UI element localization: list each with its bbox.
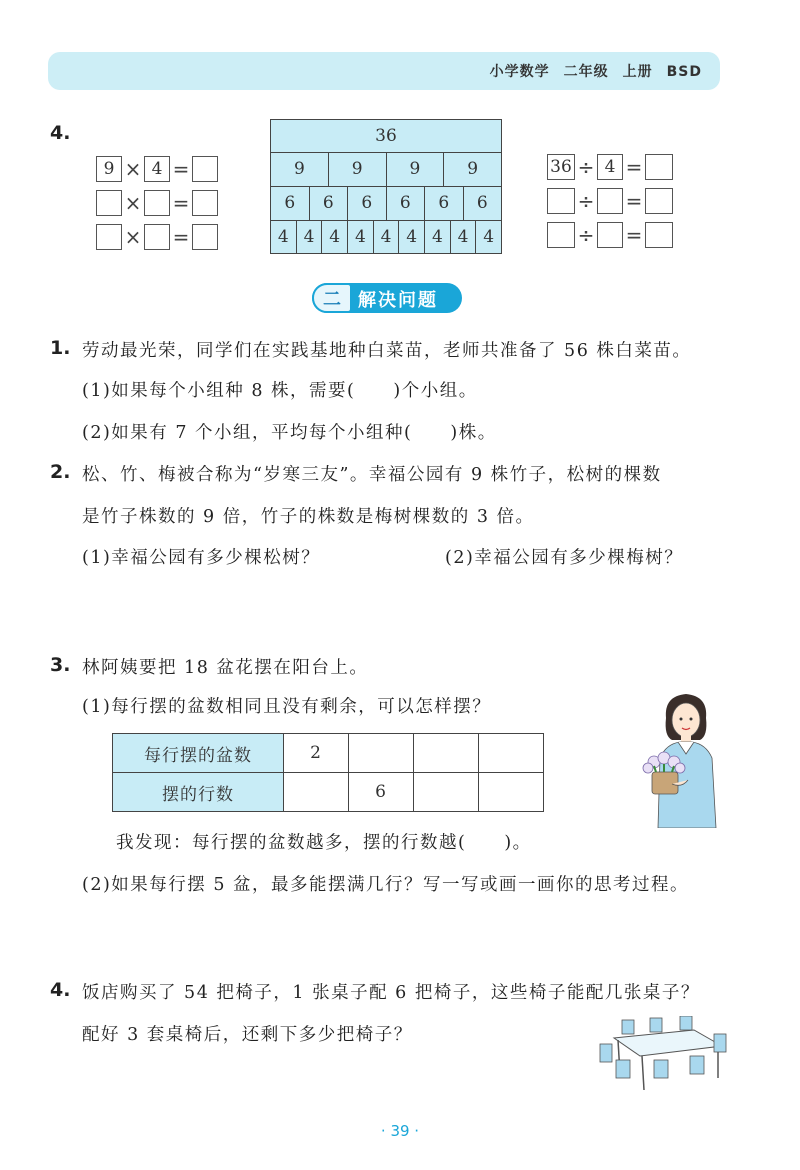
equals-sign: = bbox=[172, 157, 190, 181]
question-4-number: 4. bbox=[50, 979, 71, 1001]
equation-row bbox=[547, 153, 673, 181]
question-4-line-2: 配好 3 套桌椅后，还剩下多少把椅子？ bbox=[82, 1025, 413, 1045]
answer-box[interactable] bbox=[192, 156, 218, 182]
equals-sign: = bbox=[625, 223, 643, 247]
table-row bbox=[113, 773, 544, 812]
equation-row bbox=[547, 221, 673, 249]
question-1-number: 1. bbox=[50, 337, 71, 359]
table-cell[interactable] bbox=[414, 734, 479, 773]
exercise-4-number: 4. bbox=[50, 122, 71, 144]
question-1-text: 劳动最光荣，同学们在实践基地种白菜苗，老师共准备了 56 株白菜苗。 bbox=[82, 341, 692, 361]
bar-total-row bbox=[270, 119, 502, 152]
question-4-line-1: 饭店购买了 54 把椅子，1 张桌子配 6 把椅子，这些椅子能配几张桌子？ bbox=[82, 983, 700, 1003]
answer-box[interactable] bbox=[192, 190, 218, 216]
answer-box[interactable] bbox=[597, 188, 623, 214]
table-header-cell: 每行摆的盆数 bbox=[113, 734, 284, 773]
header-info bbox=[476, 61, 702, 81]
flower-arrangement-table bbox=[112, 733, 544, 812]
bar-cell: 4 bbox=[374, 220, 400, 254]
equals-sign: = bbox=[172, 191, 190, 215]
answer-box[interactable] bbox=[547, 222, 575, 248]
page-number: · 39 · bbox=[380, 1122, 420, 1140]
answer-box[interactable] bbox=[192, 224, 218, 250]
divide-sign: ÷ bbox=[577, 223, 595, 247]
question-2-line-1: 松、竹、梅被合称为“岁寒三友”。幸福公园有 9 株竹子，松树的棵数 bbox=[82, 465, 662, 485]
bar-cell: 6 bbox=[464, 186, 503, 220]
equals-sign: = bbox=[625, 189, 643, 213]
bar-cell: 9 bbox=[329, 152, 387, 186]
answer-box[interactable] bbox=[547, 188, 575, 214]
division-equations bbox=[547, 153, 673, 249]
question-1-part-1: (1)如果每个小组种 8 株，需要( )个小组。 bbox=[82, 381, 478, 401]
answer-box[interactable] bbox=[144, 190, 170, 216]
question-3-part-2: (2)如果每行摆 5 盆，最多能摆满几行？写一写或画一画你的思考过程。 bbox=[82, 875, 690, 895]
times-sign: × bbox=[124, 191, 142, 215]
equals-sign: = bbox=[625, 155, 643, 179]
header-subject: 小学数学 bbox=[489, 64, 550, 80]
bar-cell: 4 bbox=[322, 220, 348, 254]
answer-box[interactable]: 4 bbox=[597, 154, 623, 180]
section-badge-number: 二 bbox=[323, 289, 341, 310]
equation-row bbox=[547, 187, 673, 215]
divide-sign: ÷ bbox=[577, 189, 595, 213]
bar-cell: 4 bbox=[451, 220, 477, 254]
bar-cell: 6 bbox=[348, 186, 387, 220]
bar-cell: 9 bbox=[387, 152, 445, 186]
question-3-text: 林阿姨要把 18 盆花摆在阳台上。 bbox=[82, 658, 369, 678]
bar-cell: 6 bbox=[387, 186, 426, 220]
equation-row bbox=[96, 189, 218, 217]
bar-cell: 9 bbox=[444, 152, 502, 186]
question-2-line-2: 是竹子株数的 9 倍，竹子的株数是梅树棵数的 3 倍。 bbox=[82, 507, 535, 527]
answer-box[interactable] bbox=[96, 190, 122, 216]
question-2-part-2: (2)幸福公园有多少棵梅树？ bbox=[445, 548, 684, 568]
equation-row bbox=[96, 223, 218, 251]
table-cell[interactable] bbox=[349, 734, 414, 773]
bar-sixes-row bbox=[270, 186, 502, 220]
bar-cell: 4 bbox=[271, 220, 297, 254]
question-3-number: 3. bbox=[50, 654, 71, 676]
times-sign: × bbox=[124, 157, 142, 181]
answer-box[interactable]: 4 bbox=[144, 156, 170, 182]
table-cell[interactable] bbox=[414, 773, 479, 812]
bar-cell: 9 bbox=[271, 152, 329, 186]
question-2-number: 2. bbox=[50, 461, 71, 483]
header-edition: BSD bbox=[666, 64, 702, 80]
bar-cell: 6 bbox=[271, 186, 310, 220]
answer-box[interactable] bbox=[96, 224, 122, 250]
section-title bbox=[312, 283, 462, 313]
bar-cell: 6 bbox=[425, 186, 464, 220]
answer-box[interactable] bbox=[645, 222, 673, 248]
answer-box[interactable] bbox=[645, 154, 673, 180]
table-cell[interactable] bbox=[284, 773, 349, 812]
answer-box[interactable] bbox=[645, 188, 673, 214]
bar-cell: 4 bbox=[297, 220, 323, 254]
table-row bbox=[113, 734, 544, 773]
answer-box[interactable]: 9 bbox=[96, 156, 122, 182]
question-2-part-1: (1)幸福公园有多少棵松树？ bbox=[82, 548, 321, 568]
bar-cell: 4 bbox=[476, 220, 502, 254]
table-cell[interactable] bbox=[479, 734, 544, 773]
header-grade: 二年级 bbox=[563, 64, 609, 80]
woman-with-flowers-illustration bbox=[636, 688, 736, 828]
answer-box[interactable] bbox=[144, 224, 170, 250]
header-volume: 上册 bbox=[622, 64, 653, 80]
answer-box[interactable]: 36 bbox=[547, 154, 575, 180]
table-and-chairs-illustration bbox=[594, 1016, 730, 1094]
bar-nines-row bbox=[270, 152, 502, 186]
bar-fours-row bbox=[270, 220, 502, 254]
question-1-part-2: (2)如果有 7 个小组，平均每个小组种( )株。 bbox=[82, 423, 497, 443]
bar-model-diagram bbox=[270, 119, 502, 254]
table-cell[interactable]: 2 bbox=[284, 734, 349, 773]
bar-cell: 4 bbox=[348, 220, 374, 254]
section-title-label: 解决问题 bbox=[358, 290, 438, 311]
multiplication-equations bbox=[96, 155, 218, 251]
page-header bbox=[48, 52, 720, 90]
bar-cell: 6 bbox=[310, 186, 349, 220]
question-3-part-1: (1)每行摆的盆数相同且没有剩余，可以怎样摆？ bbox=[82, 697, 492, 717]
table-cell[interactable] bbox=[479, 773, 544, 812]
equation-row bbox=[96, 155, 218, 183]
equals-sign: = bbox=[172, 225, 190, 249]
table-header-cell: 摆的行数 bbox=[113, 773, 284, 812]
bar-cell: 4 bbox=[425, 220, 451, 254]
table-cell[interactable]: 6 bbox=[349, 773, 414, 812]
times-sign: × bbox=[124, 225, 142, 249]
bar-cell: 4 bbox=[399, 220, 425, 254]
question-3-finding: 我发现：每行摆的盆数越多，摆的行数越( )。 bbox=[116, 833, 532, 853]
divide-sign: ÷ bbox=[577, 155, 595, 179]
bar-total-cell: 36 bbox=[271, 119, 502, 152]
answer-box[interactable] bbox=[597, 222, 623, 248]
